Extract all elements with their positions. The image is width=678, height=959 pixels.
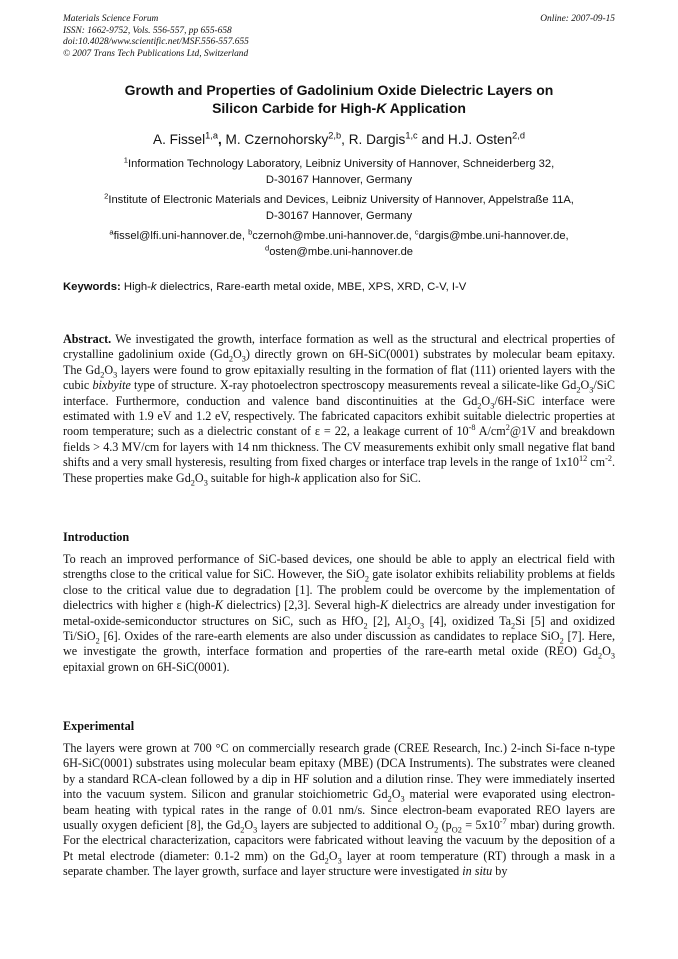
- text-fragment: 2: [324, 856, 329, 866]
- journal-header: [63, 14, 615, 60]
- text-fragment: [7]. Here, we investigate the growth, interface formation and properties of the rare-earth metal oxide (REO) Gd: [63, 629, 616, 659]
- text-fragment: 2: [100, 370, 105, 380]
- text-fragment: O: [411, 613, 420, 628]
- text-fragment: K: [379, 598, 389, 613]
- text-fragment: 2: [228, 354, 234, 364]
- author-2-sup: 2,b: [328, 130, 342, 141]
- email-a[interactable]: fissel@lfi.uni-hannover.de,: [113, 230, 249, 242]
- experimental-heading: Experimental: [63, 719, 135, 733]
- text-fragment: Si [5] and oxidized Ti/SiO: [63, 613, 615, 644]
- text-fragment: = 5x10: [461, 818, 500, 833]
- text-fragment: . These properties make Gd: [63, 455, 615, 485]
- abstract-paragraph: [63, 332, 615, 486]
- email-d[interactable]: osten@mbe.uni-hannover.de: [269, 245, 414, 258]
- introduction-paragraph: [63, 552, 615, 675]
- author-emails: [63, 229, 615, 260]
- affiliation-2-line-2: D-30167 Hannover, Germany: [265, 209, 413, 222]
- text-fragment: 2: [559, 636, 564, 646]
- title-k: K: [376, 99, 387, 116]
- author-3-sup: 1,c: [405, 130, 418, 141]
- email-c[interactable]: dargis@mbe.uni-hannover.de,: [418, 230, 569, 242]
- text-fragment: 2: [434, 825, 439, 835]
- email-a-sup: a: [109, 227, 114, 237]
- text-fragment: mbar) during growth. For the electrical characterization, capacitors were fabricated without leaving the vacuum by the deposition of a Pt metal electrode (diameter: 0.1-2 mm) on the Gd: [63, 818, 615, 863]
- text-fragment: epitaxial grown on 6H-SiC(0001).: [63, 659, 230, 674]
- text-fragment: [2], Al: [367, 613, 408, 628]
- text-fragment: O: [104, 362, 114, 377]
- introduction-heading: Introduction: [63, 530, 130, 544]
- text-fragment: 2: [95, 636, 100, 646]
- text-fragment: -8: [468, 423, 476, 433]
- journal-copyright: © 2007 Trans Tech Publications Ltd, Switzerland: [63, 48, 249, 59]
- email-d-sup: d: [264, 242, 270, 252]
- text-fragment: 2: [190, 478, 195, 488]
- author-1-sup: 1,a: [205, 130, 218, 141]
- text-fragment: bixbyite: [92, 378, 131, 393]
- text-fragment: 3: [241, 354, 246, 364]
- text-fragment: 2: [240, 825, 245, 835]
- text-fragment: 3: [400, 794, 405, 804]
- title-line-1: Growth and Properties of Gadolinium Oxide Dielectric Layers on: [124, 82, 554, 98]
- text-fragment: layer at room temperature (RT) through a mask in a separate chamber. The layer growth, surface and layer structure were investigated: [63, 848, 615, 879]
- text-fragment: 3: [337, 856, 342, 866]
- abstract-label: Abstract.: [63, 332, 112, 346]
- text-fragment: 3: [419, 621, 425, 631]
- text-fragment: 2: [511, 621, 516, 631]
- text-fragment: 2: [505, 423, 510, 433]
- text-fragment: A/cm: [475, 424, 506, 439]
- text-fragment: 2: [363, 621, 368, 631]
- text-fragment: (p: [438, 818, 452, 833]
- keywords-k: k: [150, 281, 157, 293]
- email-b-sup: b: [248, 227, 253, 237]
- text-fragment: /6H-SiC interface were estimated with 1.9 eV and 1.2 eV, respectively. The fabricated capacitors exhibit suitable dielectric properties at room temperature; such as a dielectric constant of ε = 22, a leakage current of 10: [63, 393, 616, 439]
- text-fragment: O: [233, 347, 242, 362]
- text-fragment: O: [391, 787, 401, 802]
- text-fragment: -7: [499, 816, 507, 826]
- affiliation-2: [63, 193, 615, 224]
- abstract: [63, 332, 615, 486]
- text-fragment: in situ: [462, 864, 493, 879]
- journal-name: Materials Science Forum: [63, 14, 159, 24]
- keywords-text: dielectrics, Rare-earth metal oxide, MBE, XPS, XRD, C-V, I-V: [156, 281, 467, 293]
- text-fragment: To reach an improved performance of SiC-based devices, one should be able to apply an electrical field with strengths close to the critical value for SiC. However, the SiO: [63, 552, 615, 582]
- text-fragment: gate isolator exhibits reliability problems at fields close to the critical value due to degradation [1]. The problem could be overcome by the implementation of dielectrics with higher ε (high-: [63, 567, 615, 613]
- experimental-body: [63, 741, 615, 880]
- journal-doi: doi:10.4028/www.scientific.net/MSF.556-557.655: [63, 37, 249, 48]
- text-fragment: ) directly grown on 6H-SiC(0001) substrates by molecular beam epitaxy. The Gd: [63, 347, 616, 377]
- text-fragment: 2: [387, 794, 392, 804]
- affiliation-1-num: 1: [123, 155, 129, 165]
- text-fragment: 2: [597, 651, 603, 661]
- title-line-2-text: Silicon Carbide for High-: [212, 99, 377, 116]
- text-fragment: layers were found to grow epitaxially resulting in the formation of flat (111) oriented layers with the cubic: [63, 362, 616, 393]
- text-fragment: 2: [364, 574, 369, 584]
- text-fragment: 12: [578, 454, 588, 464]
- text-fragment: K: [214, 598, 224, 613]
- text-fragment: 2: [477, 401, 482, 411]
- affiliation-2-line-1: Institute of Electronic Materials and Devices, Leibniz University of Hannover, Appelstraße 11A,: [108, 194, 574, 206]
- text-fragment: The layers were grown at 700 °C on commercially research grade (CREE Research, Inc.) 2-inch Si-face n-type 6H-SiC(0001) substrates using molecular beam epitaxy (MBE) (DCA Instruments). The substrates were cleaned by a standard RCA-clean followed by a dip in HF solution and a dilution rinse. They were immediately inserted into the vacuum system. Silicon and granular stoichiometric Gd: [63, 741, 615, 802]
- text-fragment: O: [194, 470, 204, 485]
- text-fragment: [6]. Oxides of the rare-earth elements are also under discussion as candidates to replace SiO: [99, 629, 560, 644]
- keywords: [63, 280, 615, 294]
- author-4: and H.J. Osten: [421, 132, 513, 147]
- author-list: A. Fissel$^{1,a}$, M. Czernohorsky$^{2,b}$, R. Dargis$^{1,c}$ and H.J. Osten$^{2,d}$: [153, 130, 525, 147]
- email-c-sup: c: [414, 227, 419, 237]
- text-fragment: O: [481, 393, 491, 408]
- author-4-sup: 2,d: [512, 130, 525, 141]
- text-fragment: 3: [589, 385, 594, 395]
- text-fragment: -2: [605, 454, 612, 464]
- text-fragment: 3: [610, 651, 615, 661]
- text-fragment: 3: [490, 401, 495, 411]
- text-fragment: 3: [203, 478, 208, 488]
- keywords-label: Keywords:: [63, 281, 121, 293]
- author-1: A. Fissel: [153, 132, 206, 147]
- author-3: R. Dargis: [348, 132, 406, 147]
- journal-issn: ISSN: 1662-9752, Vols. 556-557, pp 655-658: [63, 25, 232, 36]
- text-fragment: layers are subjected to additional O: [257, 818, 435, 833]
- text-fragment: We investigated the growth, interface formation as well as the structural and electrical properties of crystalline gadolinium oxide (Gd: [63, 332, 615, 362]
- text-fragment: suitable for high-: [207, 470, 295, 485]
- affiliation-2-num: 2: [104, 191, 109, 201]
- experimental-paragraph: [63, 741, 615, 880]
- text-fragment: 2: [576, 385, 581, 395]
- text-fragment: material were evaporated using electron-beam heating with typical rates in the range of 0.01 nm/s. Since electron-beam evaporated REO layers are usually oxygen deficient [8], the Gd: [63, 787, 616, 833]
- title-line-2-end: Application: [386, 99, 466, 116]
- email-b[interactable]: czernoh@mbe.uni-hannover.de,: [252, 230, 415, 242]
- text-fragment: /SiC interface. Furthermore, conduction and valence band discontinuities at the Gd: [63, 378, 615, 408]
- text-fragment: dielectrics) [2,3]. Several high-: [223, 598, 380, 613]
- author-2: M. Czernohorsky: [225, 132, 329, 147]
- title-line-2: [63, 100, 615, 118]
- text-fragment: dielectrics are already under investigation for metal-oxide-semiconductor structures on SiC, such as HfO: [63, 598, 615, 628]
- keywords-text-start: High-: [120, 281, 151, 293]
- paper-title: [63, 82, 615, 117]
- affiliation-1-line-1: Information Technology Laboratory, Leibniz University of Hannover, Schneiderberg 32,: [128, 158, 555, 170]
- introduction-body: [63, 552, 615, 675]
- affiliation-1-line-2: D-30167 Hannover, Germany: [265, 173, 413, 186]
- text-fragment: by: [492, 864, 508, 879]
- text-fragment: O2: [451, 825, 462, 835]
- text-fragment: O: [580, 378, 590, 393]
- text-fragment: application also for SiC.: [299, 470, 421, 485]
- text-fragment: @1V and breakdown fields > 4.3 MV/cm for layers with 14 nm thickness. The CV measurements exhibit only small negative flat band shifts and a very small hysteresis, resulting from fixed charges or interface trap levels in the range of 1x10: [63, 424, 615, 470]
- text-fragment: O: [602, 644, 611, 659]
- text-fragment: 2: [407, 621, 412, 631]
- online-date: Online: 2007-09-15: [540, 14, 615, 24]
- text-fragment: 3: [253, 825, 258, 835]
- text-fragment: cm: [587, 455, 606, 470]
- text-fragment: [4], oxidized Ta: [424, 613, 512, 628]
- text-fragment: type of structure. X-ray photoelectron spectroscopy measurements reveal a silicate-like Gd: [130, 378, 577, 393]
- affiliation-1: [63, 157, 615, 188]
- text-fragment: 3: [113, 370, 118, 380]
- text-fragment: O: [244, 818, 254, 833]
- text-fragment: k: [294, 470, 300, 485]
- text-fragment: O: [328, 848, 338, 863]
